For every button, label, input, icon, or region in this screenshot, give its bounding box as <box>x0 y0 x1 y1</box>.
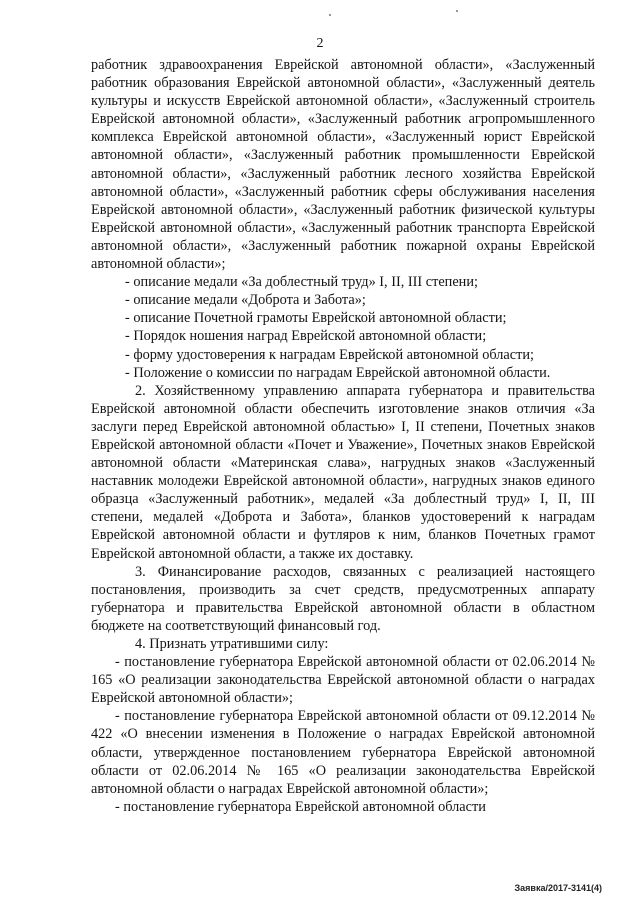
paragraph-item-3: 3. Финансирование расходов, связанных с реализацией настоящего постановления, производить за счет средств, предусмотренных аппарату губернатора и правительства Еврейской автономной области в областном бюджете на соответствующий финансовый год. <box>91 563 595 634</box>
document-body <box>91 56 595 816</box>
list-item-honor-certificate: - описание Почетной грамоты Еврейской автономной области; <box>125 310 507 327</box>
scan-speck <box>329 14 331 16</box>
paragraph-repeal-next: - постановление губернатора Еврейской автономной области <box>115 798 486 815</box>
paragraph-repeal-165: - постановление губернатора Еврейской автономной области от 02.06.2014 № 165 «О реализации законодательства Еврейской автономной области о наградах Еврейской автономной области»; <box>91 654 595 707</box>
list-item-commission-regulation: - Положение о комиссии по наградам Еврейской автономной области. <box>125 364 551 381</box>
paragraph-item-4: 4. Признать утратившими силу: <box>135 636 329 652</box>
paragraph-awards-continuation: работник здравоохранения Еврейской автономной области», «Заслуженный работник образования Еврейской автономной области», «Заслуженный деятель культуры и искусств Еврейской автономной области», «Заслуженный строитель Еврейской автономной области», «Заслуженный работник агропромышленного комплекса Еврейской автономной области», «Заслуженный юрист Еврейской автономной области», «Заслуженный работник промышленности Еврейской автономной области», «Заслуженный работник лесного хозяйства Еврейской автономной области», «Заслуженный работник сферы обслуживания населения Еврейской автономной области», «Заслуженный работник физической культуры Еврейской автономной области», «Заслуженный работник транспорта Еврейской автономной области», «Заслуженный работник пожарной охраны Еврейской автономной области»; <box>91 57 595 273</box>
list-item-certificate-form: - форму удостоверения к наградам Еврейской автономной области; <box>125 346 534 363</box>
list-item-wearing-order: - Порядок ношения наград Еврейской автономной области; <box>125 328 487 345</box>
scan-speck <box>456 10 458 12</box>
list-item-medal-kindness: - описание медали «Доброта и Забота»; <box>125 292 366 309</box>
list-item-medal-labor: - описание медали «За доблестный труд» I, II, III степени; <box>125 274 478 291</box>
page-number: 2 <box>316 36 324 51</box>
paragraph-repeal-422: - постановление губернатора Еврейской автономной области от 09.12.2014 № 422 «О внесении изменения в Положение о наградах Еврейской автономной области, утвержденное постановлением губернатора Еврейской автономной области от 02.06.2014 № 165 «О реализации законодательства Еврейской автономной области о наградах Еврейской автономной области»; <box>91 708 595 797</box>
footer-registration-code: Заявка/2017-3141(4) <box>514 883 602 893</box>
paragraph-item-2: 2. Хозяйственному управлению аппарата губернатора и правительства Еврейской автономной области обеспечить изготовление знаков отличия «За заслуги перед Еврейской автономной областью» I, II степени, Почетных знаков Еврейской автономной области «Почет и Уважение», Почетных знаков Еврейской автономной области «Материнская слава», нагрудных знаков «Заслуженный наставник молодежи Еврейской автономной области», нагрудных знаков единого образца «Заслуженный работник», медалей «За доблестный труд» I, II, III степени, медалей «Доброта и Забота», бланков удостоверений к наградам Еврейской автономной области и футляров к ним, бланков Почетных грамот Еврейской автономной области, а также их доставку. <box>91 382 595 562</box>
